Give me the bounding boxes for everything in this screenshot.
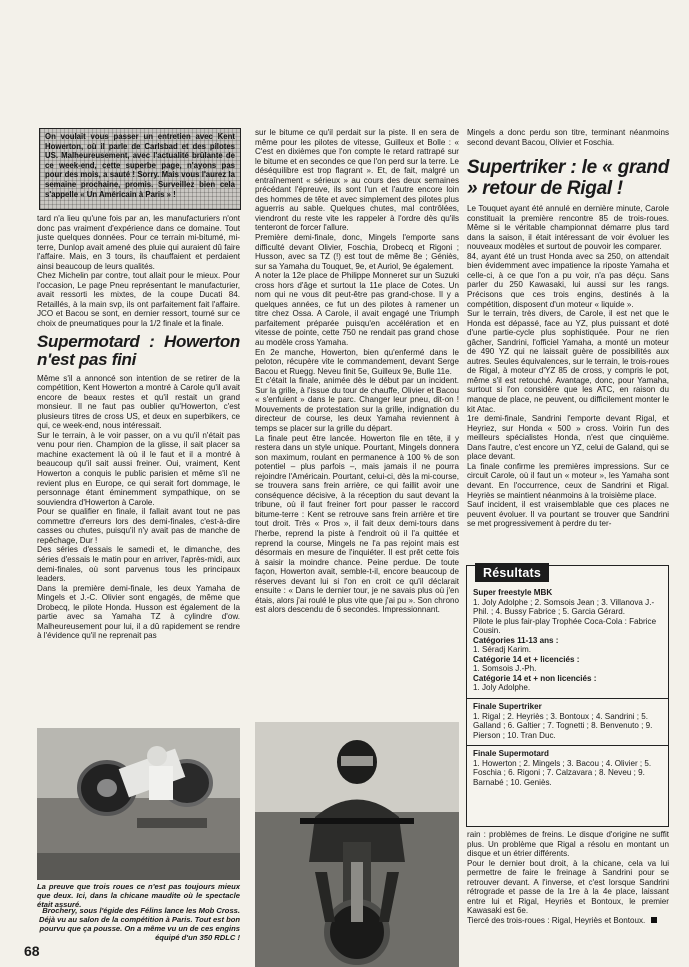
paragraph: Chez Michelin par contre, tout allait pour le mieux. Pour l'occasion, Le page Pneu représentant le manufacturier, avait ressorti les mixtes, de la coupe Ducati 84. Retaillés, à la main svp, ils ont parfaitement fait l'affaire. JCO et Bacou se sont, en dernier ressort, tourné sur ce choix de pneumatiques pour la 1/2 finale et la finale. <box>37 271 240 329</box>
paragraph: Dans la première demi-finale, les deux Yamaha de Mingels et J.-C. Olivier sont engagés, de même que Drobecq, le pilote Honda. Husson est également de la partie avec sa Yamaha TZ à cylindre d'ow. Malheureusement pour lui, il a dû rapidement se rendre à l'évidence qu'il ne reprenait pas <box>37 583 240 641</box>
results-text: 1. Somsois J.-Ph. <box>473 664 537 674</box>
results-text: 1. Joly Adolphe. <box>473 683 531 693</box>
section-heading-supertriker: Supertriker : le « grand » retour de Rigal ! <box>467 157 669 200</box>
paragraph: Même s'il a annoncé son intention de se retirer de la compétition, Kent Howerton a montré à Carole qu'il avait encore de beaux restes et qu'il restait un grand monsieur. Il ne faut pas oublier qu'Howerton, c'est plusieurs titres de cross US, et deux en superbikers, ce qui, ce week-end, nous intéressait. <box>37 373 240 431</box>
column-3-continued <box>467 830 669 925</box>
page-number: 68 <box>24 943 40 959</box>
paragraph: Première demi-finale, donc, Mingels l'emporte sans difficulté devant Olivier, Foschia, Drobecq et Rigoni ; Husson, avec sa TZ (!) est tout de même 8e ; Géniès, sur sa Yamaha du Touquet, 9e, et Auriol, 9e également. <box>255 233 459 271</box>
paragraph: Mingels a donc perdu son titre, terminant néanmoins second devant Bacou, Olivier et Foschia. <box>467 128 669 147</box>
section-heading-supermotard: Supermotard : Howerton n'est pas fini <box>37 331 240 369</box>
paragraph: La finale confirme les premières impressions. Sur ce circuit Carole, où il faut un « moteur », les Yamaha sont devant. En l'occurrence, ceux de Sandrini et Rigal. Heyriès se maintient néanmoins à la troisième place. <box>467 461 669 500</box>
photo-mob-cross-rider <box>255 722 459 967</box>
photo-caption-1: La preuve que trois roues ce n'est pas toujours mieux que deux. Ici, dans la chicane maudite où le spectacle était assuré. <box>37 882 240 909</box>
intro-box: On voulait vous passer un entretien avec Kent Howerton, où il parle de Carlsbad et des pilotes US. Malheureusement, avec l'actualité brûlante de ce week-end, cette superbe page, n'ayons pas pour des mois, a sauté ! Sorry. Mais vous l'aurez la semaine prochaine, promis. Surveillez bien cela s'appelle « Un Américain à Paris » ! <box>39 128 241 210</box>
photo-caption-2: Brochery, sous l'égide des Félins lance les Mob Cross. Déjà vu au salon de la compétition à Paris. Tout est bon pourvu que ça pousse. On a même vu un de ces engins équipé d'un 350 RDLC ! <box>39 906 240 942</box>
results-title: Résultats <box>475 563 549 582</box>
photo-rider-illustration <box>255 722 459 967</box>
paragraph: tard n'a lieu qu'une fois par an, les manufacturiers n'ont donc pas vraiment d'expérience dans ce domaine. Tout juste quelques données. Pour ce terrain mi-bitumé, mi-terre, Dunlop avait amené des pluie qui auraient dû faire l'affaire. Mais, en 3 tours, ils chauffaient et perdaient ainsi beaucoup de leurs qualités. <box>37 214 240 271</box>
paragraph: Des séries d'essais le samedi et, le dimanche, des séries d'essais le matin pour en arriver, l'après-midi, aux demi-finales, où sont parvenus tous les principaux leaders. <box>37 545 240 584</box>
column-3 <box>467 128 669 529</box>
results-box <box>466 565 669 827</box>
paragraph: En 2e manche, Howerton, bien qu'enfermé dans le peloton, récupère vite le commandement, devant Serge Bacou et Ruegg. Neveu finit 5e, Guilleux 9e, Bulle 11e. <box>255 347 459 376</box>
paragraph: Et c'était la finale, animée dès le début par un incident. Sur la grille, à l'issue du tour de chauffe, Olivier et Bacou « s'enfuient » dans le parc. Changer leur pneu, dit-on ! Mouvements de protestation sur la grille, indignation du directeur de course, les deux Yamaha reviennent à temps se placer sur la grille du départ. <box>255 376 459 433</box>
results-text: 1. Howerton ; 2. Mingels ; 3. Bacou ; 4. Olivier ; 5. Foschia ; 6. Rigoni ; 7. Calzavara ; 8. Neveu ; 9. Barnabé ; 10. Geniès. <box>473 758 652 787</box>
results-text: 1. Joly Adolphe ; 2. Somsois Jean ; 3. Villanova J.-Phil. ; 4. Bussy Fabrice ; 5. Garcia Gérard. <box>473 597 655 617</box>
paragraph: rain : problèmes de freins. Le disque d'origine ne suffit plus. Un problème que Rigal a résolu en montant un disque et un étrier différents. <box>467 830 669 859</box>
paragraph <box>467 916 669 926</box>
paragraph: Sur le terrain, à le voir passer, on a vu qu'il n'était pas venu pour rien. Champion de la glisse, il sait placer sa machine exactement là où il le faut et il a montré à beaucoup qu'il sait aussi freiner. Oui, vraiment, Kent Howerton a conquis le public parisien et même s'il ne revient plus en Europe, ce qui serait fort dommage, le personnage étant éminemment sympathique, on se souviendra d'Howerton à Carole. <box>37 430 240 507</box>
photo-trike-crash <box>37 728 240 880</box>
paragraph: sur le bitume ce qu'il perdait sur la piste. Il en sera de même pour les pilotes de vitesse, Guilleux et Bolle : « C'est en dixièmes que l'on compte le retard rattrapé sur le bitume et en secondes ce que l'on perd sur la terre. Le déséquilibre est trop flagrant ». Et, de fait, malgré un entraînement « sérieux » au cours des deux semaines précédant l'épreuve, ils sont l'un et l'autre encore loin des hommes de tête et avec simplement des pilotes plus aguerris au sable. Quelques chutes, mal contrôlées, viendront du reste vite les rappeler à l'ordre dès qu'ils tenteront de forcer l'allure. <box>255 128 460 233</box>
paragraph: Le Touquet ayant été annulé en dernière minute, Carole constituait la première rencontre 85 de trois-roues. Même si le véritable championnat démarre plus tard dans la saison, il était intéressant de voir évoluer les nouveaux modèles et surtout de pouvoir les comparer. <box>467 204 669 252</box>
results-content <box>473 588 663 787</box>
results-subbox-supertriker <box>467 698 669 740</box>
results-subbox-supermotard <box>467 745 669 787</box>
results-section-title: Super freestyle MBK <box>473 588 553 597</box>
paragraph: Sur le terrain, très divers, de Carole, il est net que le Honda est dépassé, face au YZ, plus puissant et doté d'une partie-cycle plus sophistiquée. Pour ne rien gâcher, Sandrini, l'officiel Yamaha, a monté un moteur de 490 YZ qui ne laissait guère de possibilités aux autres. Seules équivalences, sur le terrain, le trois-roues de Rigal, à moteur d'YZ 85 de cross, y compris le pot, même s'il est retouché. Avantage, donc, pour Yamaha, surtout si l'on considère que les ATC, en raison du manque de place, ne peuvent, ou difficilement monter le kit Atac. <box>467 309 669 414</box>
results-section-title: Catégorie 14 et + non licenciés : <box>473 673 597 683</box>
results-section-title: Catégories 11-13 ans : <box>473 635 559 645</box>
paragraph: Pour se qualifier en finale, il fallait avant tout ne pas commettre d'erreurs lors des demi-finales, c'est-à-dire casses ou chutes, puisqu'il n'y avait pas de manche de repêchage, Dur ! <box>37 507 240 545</box>
paragraph: 84, ayant été un trust Honda avec sa 250, on attendait bien évidemment avec impatience la riposte Yamaha et celle-ci, à ce que l'on a pu voir, n'a pas déçu. Sans parler du 250 Kawasaki, lui aussi sur les rangs. Précisons que ces trois engins, destinés à la compétition, disposent d'un moteur « liquide ». <box>467 251 669 309</box>
results-text: Pilote le plus fair-play Trophée Coca-Cola : Fabrice Cousin. <box>473 616 657 636</box>
end-mark-icon <box>651 917 657 923</box>
paragraph: A noter la 12e place de Philippe Monneret sur un Suzuki cross hors d'âge et surtout la 11e place de Cotes. Un nom qui ne vous dit peut-être pas grand-chose. Il y a quelques années, ce fut un des pilotes à ramener un titre chez Ossa. A Carole, il avait engagé une Triumph parfaitement préparée puisqu'en accélération et en vitesse de pointe, cette 750 ne rendait pas grand chose au modèle cross Yamaha. <box>255 271 459 348</box>
photo-trike-illustration <box>37 728 240 880</box>
results-text: 1. Rigal ; 2. Heyriès ; 3. Bontoux ; 4. Sandrini ; 5. Galland ; 6. Galtier ; 7. Tognetti ; 8. Benvenuto ; 9. Pierson ; 10. Tran Duc. <box>473 711 653 740</box>
column-2 <box>255 128 459 615</box>
results-section-title: Finale Supertriker <box>473 702 542 712</box>
column-1 <box>37 214 240 641</box>
paragraph: La finale peut être lancée. Howerton file en tête, il y restera dans un style unique. Pourtant, Mingels donnera son maximum, roulant en permanence à 100 % de son potentiel – plus parfois –, mais jamais il ne pourra rejoindre l'Américain. Pourtant, celui-ci, dès la mi-course, se trouvera sans frein arrière, ce qui faillit avoir une conséquence décisive, à la réception du saut devant la tribune, où il faut freiner fort pour passer le raccord bitume-terre : Kent se retrouve sans frein arrière et tire tout droit. Très « Pros », il fait deux demi-tours dans l'herbe, reprend la piste à l'endroit où il l'a quittée et reprend la course, Mingels ne l'a pas rejoint mais est désormais en mesure de l'inquiéter. Il est prêt cette fois à saisir la moindre chance. Peine perdue. De toute façon, Howerton avait, semble-t-il, encore beaucoup de réserves devant lui si l'on en croit ce qu'il déclarait ensuite : « Dans le dernier tour, je ne savais plus où j'en étais, alors j'ai roulé le plus vite que j'ai pu ». Son chrono est alors descendu de 6 secondes. Impressionnant. <box>255 433 459 615</box>
results-section-title: Finale Supermotard <box>473 749 550 759</box>
paragraph-text: Tiercé des trois-roues : Rigal, Heyriès et Bontoux. <box>467 915 646 925</box>
results-section-title: Catégorie 14 et + licenciés : <box>473 654 580 664</box>
paragraph: Sauf incident, il est vraisemblable que ces places ne peuvent évoluer. Il va pourtant se trouver que Sandrini se met progressivement à perdre du ter- <box>467 500 669 529</box>
paragraph: Pour le dernier bout droit, à la chicane, cela va lui permettre de faire le freinage à Sandrini pour se retrouver devant. A l'inverse, et c'est lorsque Sandrini rétrograde et passe de la 1re à la 4e place, laissant entre lui et Rigal, Heyriès et Bontoux, le premier Kawasaki est 6e. <box>467 858 669 916</box>
paragraph: 1re demi-finale, Sandrini l'emporte devant Rigal, et Heyriez, sur Honda « 500 » cross. Voirin l'un des meilleurs spécialistes Honda, n'est que cinquième. Dans l'autre, c'est encore un YZ, celui de Galand, qui se place devant. <box>467 414 669 462</box>
results-text: 1. Séradj Karim. <box>473 645 532 655</box>
